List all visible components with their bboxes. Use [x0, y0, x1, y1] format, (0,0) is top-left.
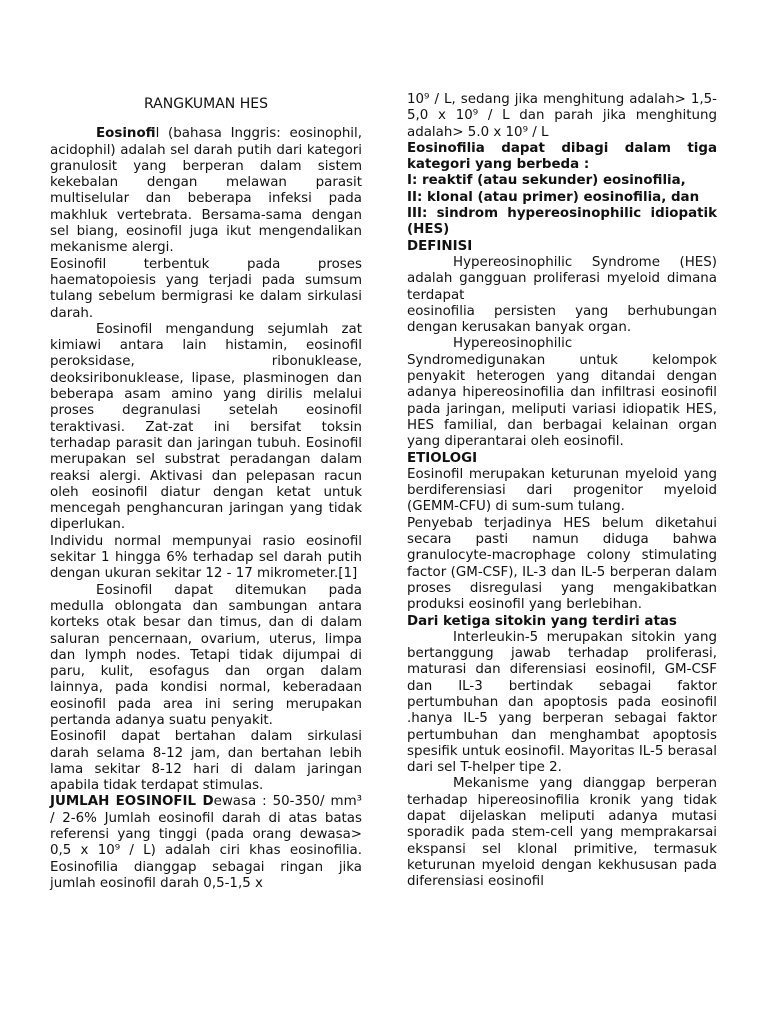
paragraph: JUMLAH EOSINOFIL Dewasa : 50-350/ mm³ / 2-6% Jumlah eosinofil darah di atas batas referensi yang tinggi (pada orang dewasa> 0,5 x 10⁹ / L) adalah ciri khas eosinofilia. Eosinofilia dianggap sebagai ringan jika jumlah eosinofil darah 0,5-1,5 x [50, 794, 362, 891]
left-column [50, 96, 362, 892]
paragraph: Eosinofil dapat bertahan dalam sirkulasi darah selama 8-12 jam, dan bertahan lebih lama sekitar 8-12 hari di dalam jaringan apabila tidak terdapat stimulas. [50, 729, 362, 794]
category-heading: Eosinofilia dapat dibagi dalam tiga kategori yang berbeda : [407, 140, 717, 173]
category-item: III: sindrom hypereosinophilic idiopatik (HES) [407, 206, 717, 238]
paragraph: Hypereosinophilic [453, 336, 573, 352]
paragraph: Hypereosinophilic Syndrome (HES) adalah gangguan proliferasi myeloid dimana terdapat [407, 254, 717, 303]
paragraph: eosinofilia persisten yang berhubungan dengan kerusakan banyak organ. [407, 303, 717, 336]
paragraph: Individu normal mempunyai rasio eosinofil sekitar 1 hingga 6% terhadap sel darah putih dengan ukuran sekitar 12 - 17 mikrometer.[1] [50, 533, 362, 582]
heading-jumlah-eosinofil: JUMLAH EOSINOFIL D [50, 794, 214, 810]
paragraph: Penyebab terjadinya HES belum diketahui secara pasti namun diduga bahwa granulocyte-macrophage colony stimulating factor (GM-CSF), IL-3 dan IL-5 berperan dalam proses disregulasi yang mengakibatkan produksi eosinofil yang berlebihan. [407, 515, 717, 613]
document-title: RANGKUMAN HES [144, 96, 268, 112]
paragraph: Eosinofil mengandung sejumlah zat kimiawi antara lain histamin, eosinofil peroksidase, ribonuklease, deoksiribonuklease, lipase, plasminogen dan beberapa asam amino yang dirilis melalui proses degranulasi setelah eosinofil teraktivasi. Zat-zat ini bersifat toksin terhadap parasit dan jaringan tubuh. Eosinofil merupakan sel substrat peradangan dalam reaksi alergi. Aktivasi dan pelepasan racun oleh eosinofil diatur dengan ketat untuk mencegah penghancuran jaringan yang tidak diperlukan. [50, 321, 362, 533]
section-heading-etiologi: ETIOLOGI [407, 450, 478, 466]
paragraph: Eosinofil (bahasa Inggris: eosinophil, acidophil) adalah sel darah putih dari kategori granulosit yang berperan dalam sistem kekebalan dengan melawan parasit multiselular dan beberapa infeksi pada makhluk vertebrata. Bersama-sama dengan sel biang, eosinofil juga ikut mengendalikan mekanisme alergi. [50, 126, 362, 256]
paragraph: Eosinofil dapat ditemukan pada medulla oblongata dan sambungan antara korteks otak besar dan timus, dan di dalam saluran pencernaan, ovarium, uterus, limpa dan lymph nodes. Tetapi tidak dijumpai di paru, kulit, esofagus dan organ dalam lainnya, pada kondisi normal, keberadaan eosinofil pada area ini sering merupakan pertanda adanya suatu penyakit. [50, 582, 362, 728]
section-heading-sitokin: Dari ketiga sitokin yang terdiri atas [407, 613, 677, 629]
category-item: I: reaktif (atau sekunder) eosinofilia, [407, 173, 686, 189]
section-heading-definisi: DEFINISI [407, 238, 473, 254]
paragraph: Mekanisme yang dianggap berperan terhadap hipereosinofilia kronik yang tidak dapat dijelaskan meliputi adanya mutasi sporadik pada stem-cell yang memprakarsai ekspansi sel klonal primitive, termasuk keturunan myeloid dengan kekhususan pada diferensiasi eosinofil [407, 776, 717, 890]
paragraph: Syndromedigunakan untuk kelompok penyakit heterogen yang ditandai dengan adanya hipereosinofilia dan infiltrasi eosinofil pada jaringan, meliputi variasi idiopatik HES, HES familial, dan berbagai kelainan organ yang diperantarai oleh eosinofil. [407, 352, 717, 450]
term-eosinofil: Eosinofi [96, 126, 156, 142]
category-item: II: klonal (atau primer) eosinofilia, dan [407, 189, 700, 205]
paragraph: Interleukin-5 merupakan sitokin yang bertanggung jawab terhadap proliferasi, maturasi dan diferensiasi eosinofil, GM-CSF dan IL-3 bertindak sebagai faktor pertumbuhan dan apoptosis pada eosinofil .hanya IL-5 yang berperan sebagai faktor pertumbuhan dan menghambat apoptosis spesifik untuk eosinofil. Mayoritas IL-5 berasal dari sel T-helper tipe 2. [407, 629, 717, 776]
right-column [407, 92, 717, 891]
paragraph: Eosinofil merupakan keturunan myeloid yang berdiferensiasi dari progenitor myeloid (GEMM-CFU) di sum-sum tulang. [407, 466, 717, 515]
paragraph: 10⁹ / L, sedang jika menghitung adalah> 1,5-5,0 x 10⁹ / L dan parah jika menghitung adalah> 5.0 x 10⁹ / L [407, 92, 717, 140]
paragraph: Eosinofil terbentuk pada proses haematopoiesis yang terjadi pada sumsum tulang sebelum bermigrasi ke dalam sirkulasi darah. [50, 256, 362, 321]
